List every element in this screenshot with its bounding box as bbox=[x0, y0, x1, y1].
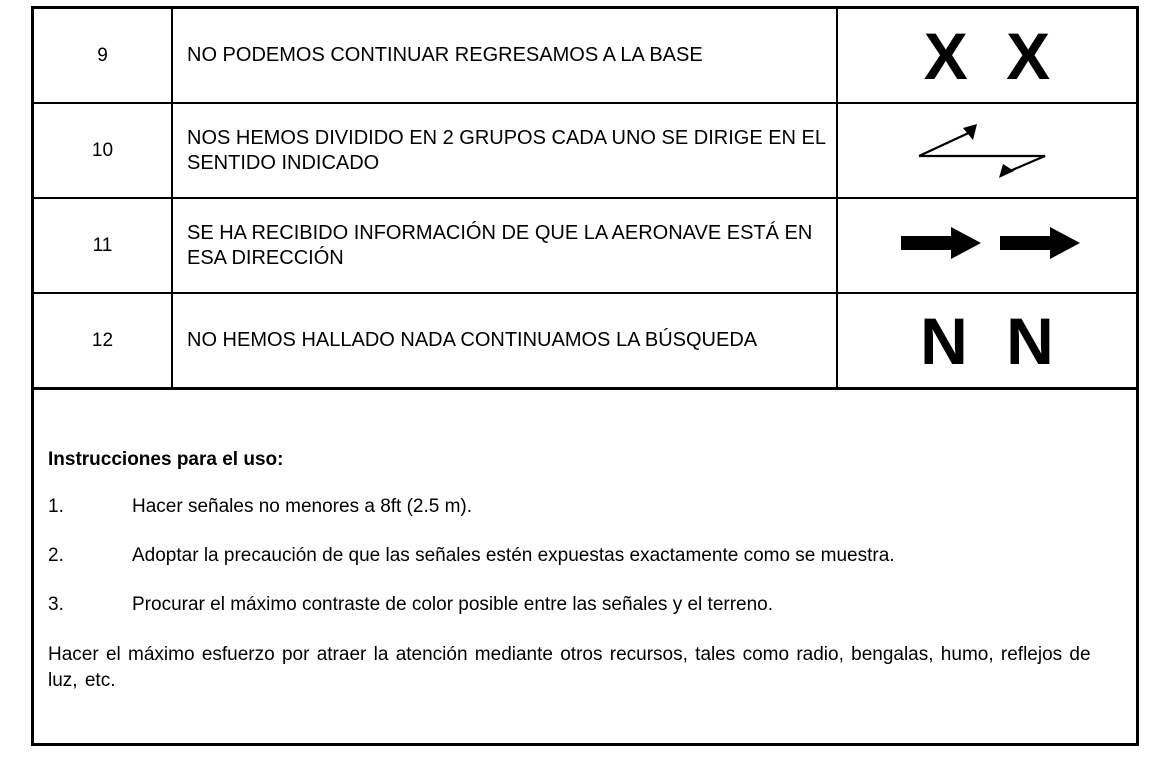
double-right-arrow-icon bbox=[895, 223, 1080, 263]
instruction-text: Adoptar la precaución de que las señales estén expuestas exactamente como se muestra. bbox=[132, 545, 895, 566]
signal-description: NOS HEMOS DIVIDIDO EN 2 GRUPOS CADA UNO SE DIRIGE EN EL SENTIDO INDICADO bbox=[172, 103, 837, 198]
signal-symbol-cell bbox=[837, 103, 1136, 198]
signal-symbol-cell bbox=[837, 293, 1136, 389]
list-item bbox=[48, 544, 1118, 568]
double-n-symbol: N N bbox=[920, 303, 1064, 378]
instruction-number: 3. bbox=[48, 594, 64, 615]
signal-number: 9 bbox=[34, 9, 172, 103]
list-item bbox=[48, 495, 1118, 519]
signal-description: SE HA RECIBIDO INFORMACIÓN DE QUE LA AERONAVE ESTÁ EN ESA DIRECCIÓN bbox=[172, 198, 837, 293]
table-row bbox=[34, 293, 1136, 389]
instruction-number: 2. bbox=[48, 545, 64, 566]
double-x-symbol: X X bbox=[923, 18, 1061, 93]
table-row bbox=[34, 198, 1136, 293]
signal-description: NO HEMOS HALLADO NADA CONTINUAMOS LA BÚSQUEDA bbox=[172, 293, 837, 389]
instructions-note: Hacer el máximo esfuerzo por atraer la atención mediante otros recursos, tales como radio, bengalas, humo, reflejos de luz, etc. bbox=[48, 644, 1091, 691]
signal-symbol-cell bbox=[837, 9, 1136, 103]
table-row bbox=[34, 9, 1136, 103]
instruction-text: Procurar el máximo contraste de color posible entre las señales y el terreno. bbox=[132, 594, 774, 615]
instructions-title: Instrucciones para el uso: bbox=[48, 449, 284, 470]
signal-description: NO PODEMOS CONTINUAR REGRESAMOS A LA BASE bbox=[172, 9, 837, 103]
instruction-number: 1. bbox=[48, 496, 64, 517]
split-arrows-icon bbox=[917, 116, 1057, 180]
signal-symbol-cell bbox=[837, 198, 1136, 293]
signal-number: 10 bbox=[34, 103, 172, 198]
signal-number: 12 bbox=[34, 293, 172, 389]
signals-table bbox=[34, 9, 1136, 390]
signals-document bbox=[31, 6, 1139, 746]
instructions-section bbox=[48, 449, 1118, 694]
list-item bbox=[48, 593, 1118, 617]
table-row bbox=[34, 103, 1136, 198]
signal-number: 11 bbox=[34, 198, 172, 293]
instruction-text: Hacer señales no menores a 8ft (2.5 m). bbox=[132, 496, 473, 517]
